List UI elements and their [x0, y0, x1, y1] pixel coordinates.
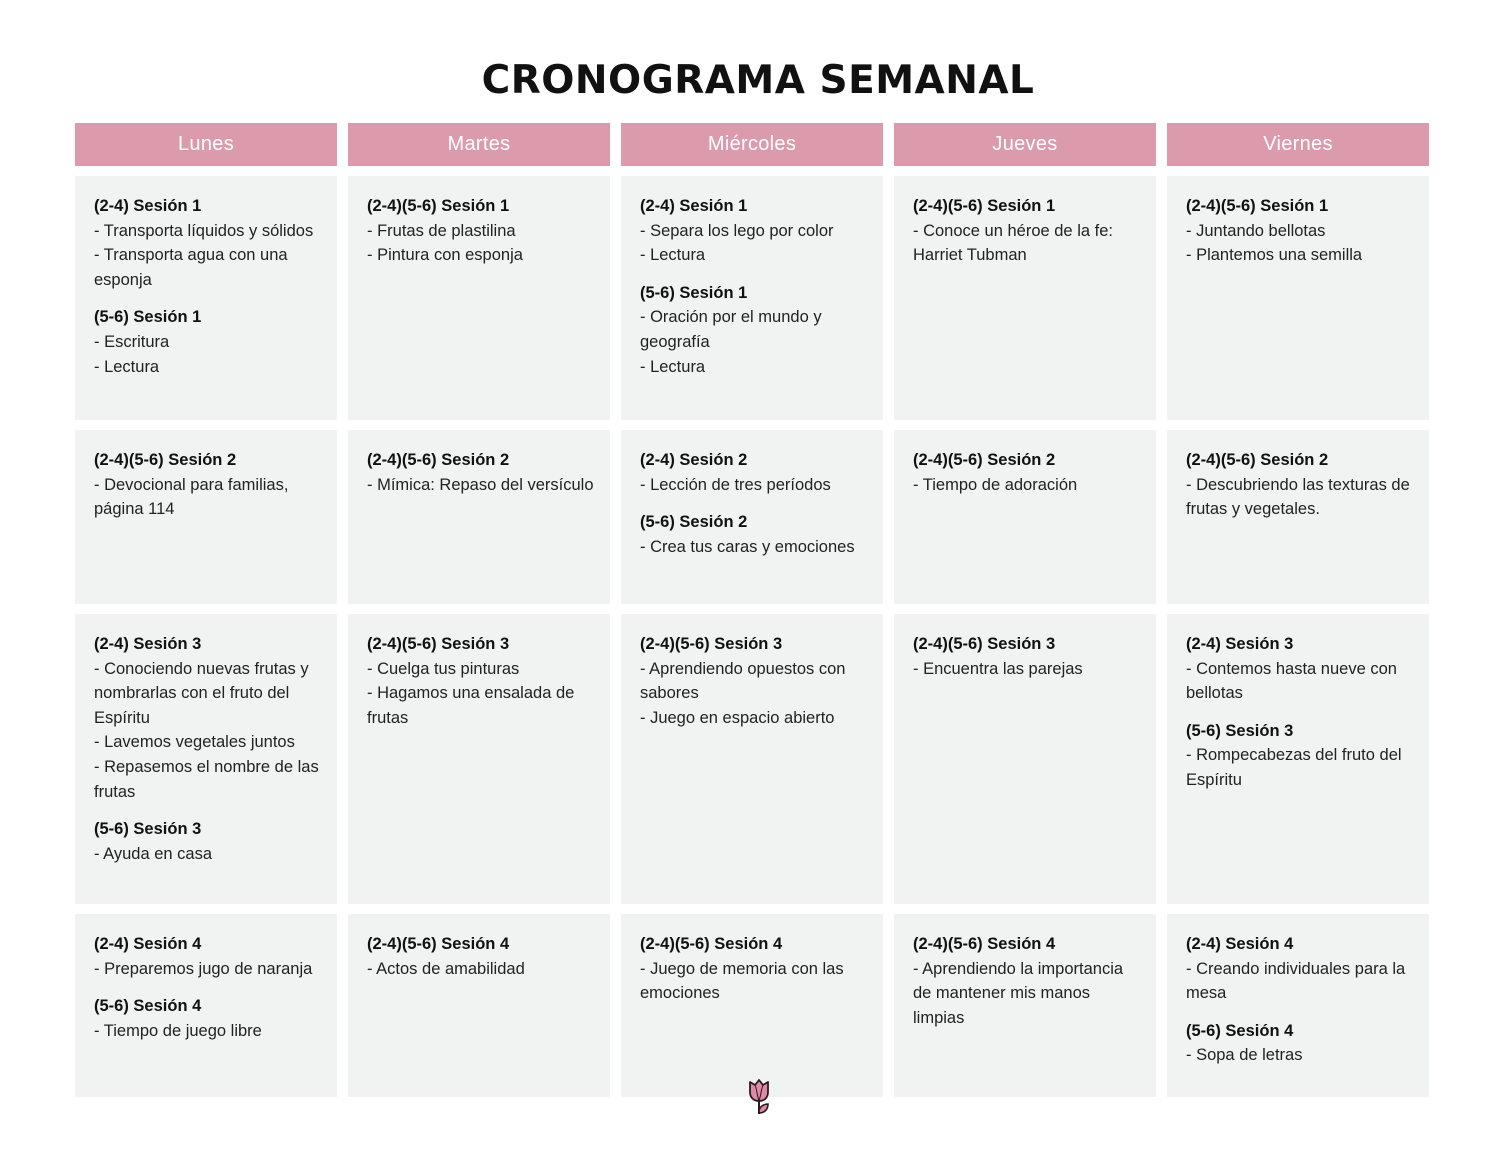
session-group [640, 632, 869, 730]
schedule-cell [348, 430, 610, 604]
session-title: (2-4) Sesión 4 [1186, 935, 1294, 953]
session-title: (5-6) Sesión 4 [94, 997, 202, 1016]
schedule-cell [1167, 914, 1429, 1097]
session-title: (2-4)(5-6) Sesión 4 [367, 935, 510, 953]
day-header-3: Jueves [894, 123, 1156, 166]
activity-item: - Sopa de letras [1186, 1046, 1303, 1065]
day-header-2: Miércoles [621, 123, 883, 166]
session-group [94, 194, 323, 292]
activity-item: - Contemos hasta nueve con bellotas [1186, 659, 1397, 703]
day-header-1: Martes [348, 123, 610, 166]
schedule-cell [348, 176, 610, 420]
schedule-cell [894, 430, 1156, 604]
session-group [1186, 719, 1415, 793]
session-group [94, 994, 323, 1043]
session-title: (2-4)(5-6) Sesión 3 [913, 635, 1056, 653]
activity-item: - Lectura [640, 357, 706, 376]
session-title: (2-4)(5-6) Sesión 4 [913, 935, 1056, 953]
session-group [640, 448, 869, 497]
session-title: (2-4) Sesión 1 [640, 197, 748, 215]
session-title: (2-4)(5-6) Sesión 2 [94, 451, 237, 469]
activity-item: - Lectura [94, 357, 160, 376]
activity-item: - Oración por el mundo y geografía [640, 308, 822, 351]
schedule-cell [348, 914, 610, 1097]
day-header-0: Lunes [75, 123, 337, 166]
session-group [94, 305, 323, 379]
schedule-cell [75, 430, 337, 604]
session-group [913, 194, 1142, 268]
activity-item: - Creando individuales para la mesa [1186, 959, 1406, 1003]
activity-item: - Plantemos una semilla [1186, 246, 1363, 265]
activity-item: - Crea tus caras y emociones [640, 537, 855, 556]
activity-item: - Encuentra las parejas [913, 659, 1083, 678]
activity-item: - Lavemos vegetales juntos [94, 733, 295, 752]
session-title: (2-4)(5-6) Sesión 3 [640, 635, 783, 653]
schedule-cell [348, 614, 610, 904]
activity-item: - Descubriendo las texturas de frutas y vegetales. [1186, 475, 1410, 519]
session-title: (5-6) Sesión 3 [1186, 721, 1294, 740]
session-group [367, 632, 596, 730]
session-title: (2-4)(5-6) Sesión 1 [367, 197, 510, 215]
activity-item: - Repasemos el nombre de las frutas [94, 757, 319, 801]
session-title: (2-4)(5-6) Sesión 2 [367, 451, 510, 469]
session-group [913, 932, 1142, 1030]
session-title: (2-4) Sesión 3 [94, 635, 202, 653]
activity-item: - Ayuda en casa [94, 844, 213, 863]
session-group [367, 448, 596, 497]
schedule-cell [621, 914, 883, 1097]
activity-item: - Actos de amabilidad [367, 959, 525, 978]
session-group [640, 281, 869, 379]
schedule-cell [75, 176, 337, 420]
session-group [1186, 194, 1415, 268]
schedule-cell [1167, 176, 1429, 420]
activity-item: - Transporta agua con una esponja [94, 246, 288, 289]
session-title: (2-4) Sesión 3 [1186, 635, 1294, 653]
session-group [640, 510, 869, 559]
activity-item: - Separa los lego por color [640, 221, 834, 240]
session-group [1186, 632, 1415, 706]
session-group [640, 194, 869, 268]
schedule-cell [894, 176, 1156, 420]
tulip-icon [745, 1078, 773, 1118]
session-title: (2-4)(5-6) Sesión 1 [1186, 197, 1329, 215]
activity-item: - Escritura [94, 332, 170, 351]
session-title: (2-4)(5-6) Sesión 2 [1186, 451, 1329, 469]
weekly-schedule-grid [75, 123, 1429, 1097]
session-group [1186, 448, 1415, 522]
session-title: (2-4) Sesión 1 [94, 197, 202, 215]
activity-item: - Cuelga tus pinturas [367, 659, 520, 678]
activity-item: - Frutas de plastilina [367, 221, 516, 240]
activity-item: - Lectura [640, 246, 706, 265]
session-group [94, 448, 323, 522]
activity-item: - Aprendiendo opuestos con sabores [640, 659, 846, 703]
session-title: (5-6) Sesión 1 [640, 283, 748, 302]
session-group [94, 932, 323, 981]
page-title: CRONOGRAMA SEMANAL [481, 58, 1035, 103]
schedule-cell [75, 914, 337, 1097]
schedule-cell [75, 614, 337, 904]
schedule-cell [1167, 430, 1429, 604]
session-title: (5-6) Sesión 2 [640, 513, 748, 532]
session-title: (5-6) Sesión 3 [94, 820, 202, 839]
activity-item: - Preparemos jugo de naranja [94, 959, 313, 978]
session-title: (2-4) Sesión 2 [640, 451, 748, 469]
activity-item: - Rompecabezas del fruto del Espíritu [1186, 746, 1402, 789]
activity-item: - Juego de memoria con las emociones [640, 959, 844, 1003]
activity-item: - Conociendo nuevas frutas y nombrarlas con el fruto del Espíritu [94, 659, 309, 727]
session-group [367, 194, 596, 268]
session-group [94, 632, 323, 804]
activity-item: - Lección de tres períodos [640, 475, 831, 494]
schedule-cell [894, 614, 1156, 904]
session-group [913, 632, 1142, 681]
activity-item: - Conoce un héroe de la fe: Harriet Tubman [913, 221, 1113, 265]
activity-item: - Devocional para familias, página 114 [94, 475, 289, 519]
session-title: (5-6) Sesión 4 [1186, 1021, 1294, 1040]
day-header-4: Viernes [1167, 123, 1429, 166]
activity-item: - Juego en espacio abierto [640, 708, 835, 727]
session-group [640, 932, 869, 1006]
activity-item: - Pintura con esponja [367, 246, 523, 265]
schedule-cell [621, 614, 883, 904]
activity-item: - Mímica: Repaso del versículo [367, 475, 594, 494]
session-title: (5-6) Sesión 1 [94, 308, 202, 327]
activity-item: - Tiempo de adoración [913, 475, 1078, 494]
session-group [1186, 932, 1415, 1006]
activity-item: - Hagamos una ensalada de frutas [367, 684, 575, 727]
activity-item: - Juntando bellotas [1186, 221, 1326, 240]
session-title: (2-4)(5-6) Sesión 1 [913, 197, 1056, 215]
session-title: (2-4)(5-6) Sesión 4 [640, 935, 783, 953]
schedule-cell [621, 176, 883, 420]
activity-item: - Transporta líquidos y sólidos [94, 221, 314, 240]
session-title: (2-4) Sesión 4 [94, 935, 202, 953]
session-group [367, 932, 596, 981]
session-group [1186, 1019, 1415, 1068]
schedule-cell [894, 914, 1156, 1097]
activity-item: - Tiempo de juego libre [94, 1021, 262, 1040]
activity-item: - Aprendiendo la importancia de mantener mis manos limpias [913, 959, 1124, 1027]
session-group [913, 448, 1142, 497]
schedule-cell [1167, 614, 1429, 904]
session-title: (2-4)(5-6) Sesión 3 [367, 635, 510, 653]
schedule-cell [621, 430, 883, 604]
session-group [94, 817, 323, 866]
session-title: (2-4)(5-6) Sesión 2 [913, 451, 1056, 469]
